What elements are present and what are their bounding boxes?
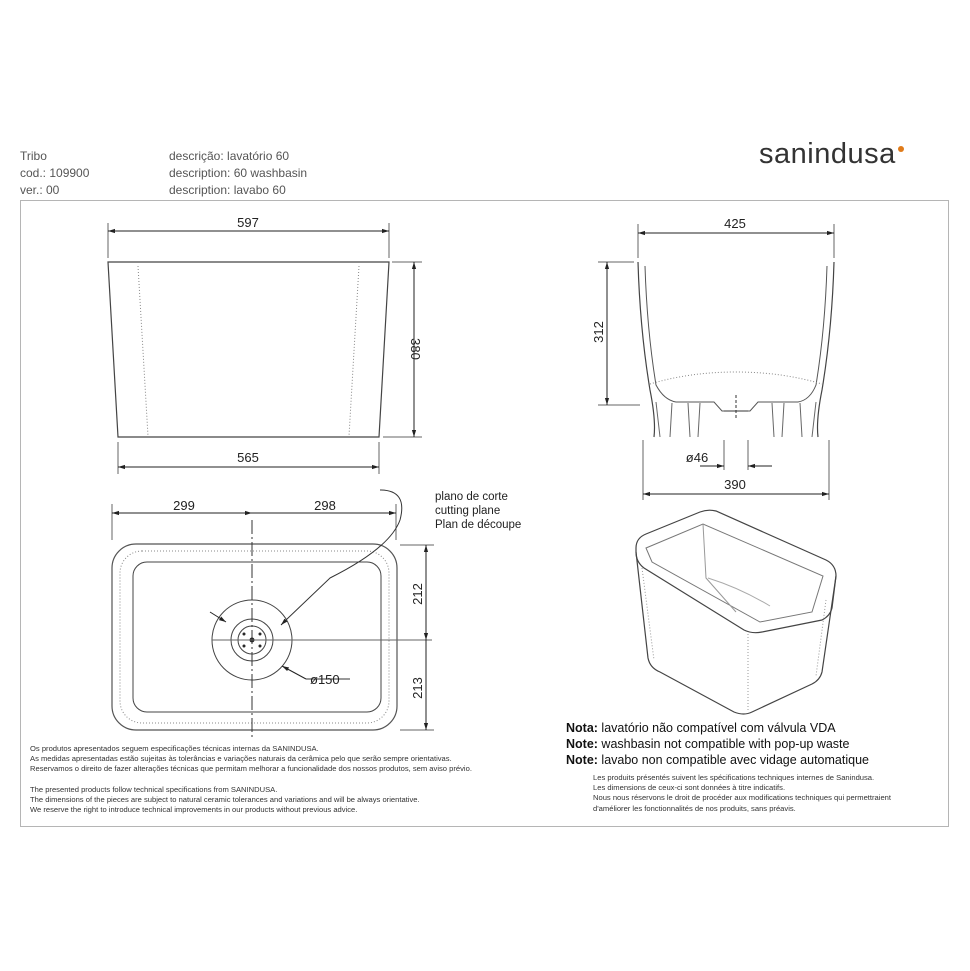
plan-view — [112, 490, 434, 738]
cutting-plane-en: cutting plane — [435, 505, 501, 517]
dim-front-top: 597 — [237, 215, 259, 230]
note-right-3: Nous nous réservons le droit de procéder aux modifications techniques qui permettraient — [593, 793, 892, 803]
nota-fr-text: lavabo non compatible avec vidage automatique — [597, 753, 869, 767]
note-right-1: Les produits présentés suivent les spécifications techniques internes de Sanindusa. — [593, 773, 875, 782]
note-spacer — [30, 775, 472, 785]
note-right-4: d'améliorer les fonctionnalités de nos produits, sans préavis. — [593, 803, 796, 813]
nota-fr-label: Note: — [566, 753, 598, 767]
note-left-5: The presented products follow technical specifications from SANINDUSA. — [30, 784, 278, 794]
nota-fr — [566, 752, 941, 768]
notes-right — [593, 773, 891, 814]
nota-en-text: washbasin not compatible with pop-up waste — [597, 737, 850, 751]
dim-plan-left: 299 — [173, 498, 195, 513]
product-code: cod.: 109900 — [20, 166, 90, 180]
front-view — [108, 223, 422, 474]
note-right-2: Les dimensions de ceux-ci sont données à titre indicatifs. — [593, 783, 786, 793]
notes-left — [30, 744, 472, 815]
nota-pt — [566, 720, 941, 736]
description-pt: descrição: lavatório 60 — [169, 149, 290, 163]
cutting-plane-pt: plano de corte — [435, 491, 508, 503]
description-en: description: 60 washbasin — [169, 166, 308, 180]
dim-side-height: 312 — [591, 321, 606, 343]
note-left-6: The dimensions of the pieces are subject to natural ceramic tolerances and variations and will be always orientative. — [30, 794, 420, 804]
note-left-2: As medidas apresentadas estão sujeitas às tolerâncias e variações naturais da cerâmica pelo que serão sempre orientativas. — [30, 754, 452, 764]
description-fr: description: lavabo 60 — [169, 183, 286, 197]
dim-front-bottom: 565 — [237, 450, 259, 465]
dim-side-top: 425 — [724, 216, 746, 231]
cutting-plane-fr: Plan de découpe — [435, 519, 522, 531]
dim-plan-upper: 212 — [410, 583, 425, 605]
product-name: Tribo — [20, 149, 47, 163]
dim-plan-drain: ø150 — [310, 672, 340, 687]
dim-front-height: 380 — [408, 338, 423, 360]
dim-side-waste: ø46 — [685, 450, 709, 465]
compatibility-notes — [566, 720, 941, 768]
nota-pt-label: Nota: — [566, 721, 598, 735]
side-view — [598, 224, 834, 500]
product-version: ver.: 00 — [20, 183, 60, 197]
nota-en-label: Note: — [566, 737, 598, 751]
dim-side-bottom: 390 — [724, 477, 746, 492]
dim-plan-right: 298 — [314, 498, 336, 513]
note-left-1: Os produtos apresentados seguem especificações técnicas internas da SANINDUSA. — [30, 744, 319, 753]
note-left-3: Reservamos o direito de fazer alterações técnicas que permitam melhorar a funcionalidade dos nossos produtos, sem aviso prévio. — [30, 764, 472, 774]
isometric-view — [636, 510, 836, 714]
note-left-7: We reserve the right to introduce technical improvements in our products without previous advice. — [30, 805, 358, 815]
nota-pt-text: lavatório não compatível com válvula VDA — [597, 721, 836, 735]
logo-text: sanindusa — [759, 138, 896, 170]
nota-en — [566, 736, 941, 752]
dim-plan-lower: 213 — [410, 677, 425, 699]
